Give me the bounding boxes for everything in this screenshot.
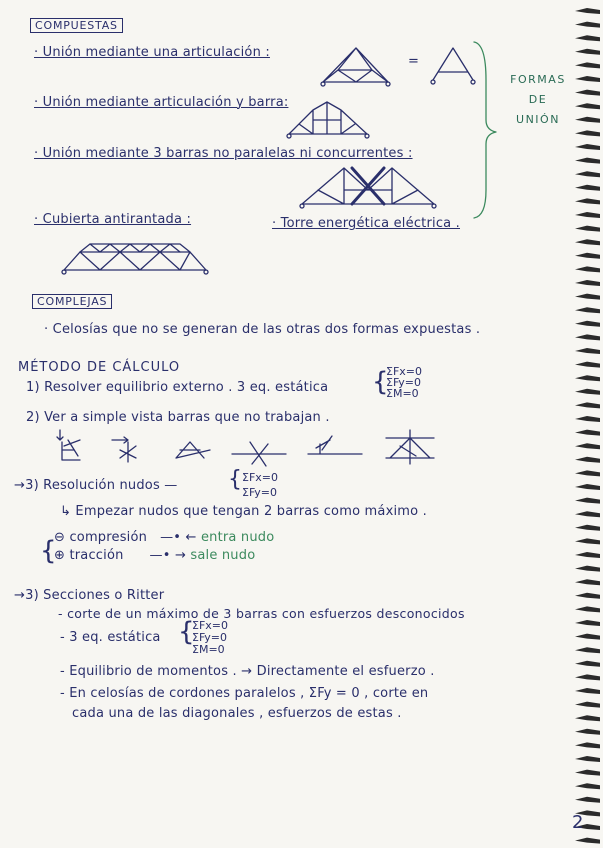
spiral-loop	[575, 443, 600, 449]
sec-eqs	[192, 620, 228, 655]
spiral-loop	[575, 838, 600, 844]
spiral-loop	[575, 702, 600, 708]
eq3-fy: ΣFy=0	[242, 486, 277, 499]
spiral-loop	[575, 674, 600, 680]
traccion-arrow: —• →	[149, 548, 187, 563]
note-line-3: UNIÓN	[516, 113, 560, 126]
spiral-loop	[575, 239, 600, 245]
step-3: →3) Resolución nudos —	[14, 478, 178, 493]
formas-de-union-note	[508, 70, 568, 130]
sec-eq-fy: ΣFy=0	[192, 631, 227, 644]
heading-compuestas: COMPUESTAS	[30, 18, 123, 33]
spiral-loop	[575, 647, 600, 653]
compresion-label: compresión	[69, 530, 148, 545]
spiral-loop	[575, 470, 600, 476]
sec-item-3: - Equilibrio de momentos . → Directamente el esfuerzo .	[60, 664, 435, 679]
spiral-loop	[575, 266, 600, 272]
spiral-loop	[575, 294, 600, 300]
spiral-loop	[575, 783, 600, 789]
sec-eq-m: ΣM=0	[192, 643, 225, 656]
note-line-2: DE	[528, 93, 548, 106]
spiral-loop	[575, 49, 600, 55]
spiral-loop	[575, 280, 600, 286]
spiral-loop	[575, 334, 600, 340]
truss-sketch-articulacion	[318, 42, 478, 90]
step-1: 1) Resolver equilibrio externo . 3 eq. estática	[26, 380, 329, 395]
spiral-loop	[575, 457, 600, 463]
spiral-loop	[575, 90, 600, 96]
spiral-loop	[575, 416, 600, 422]
truss-sketch-cubierta	[60, 236, 210, 280]
truss-sketch-articulacion-barra	[285, 100, 375, 142]
formas-brace	[470, 40, 500, 220]
spiral-loop	[575, 375, 600, 381]
spiral-loop	[575, 144, 600, 150]
spiral-loop	[575, 198, 600, 204]
spiral-loop	[575, 797, 600, 803]
spiral-loop	[575, 22, 600, 28]
compresion-line: ⊖ compresión —• ← entra nudo	[54, 530, 275, 545]
spiral-loop	[575, 321, 600, 327]
spiral-loop	[575, 688, 600, 694]
spiral-loop	[575, 185, 600, 191]
spiral-loop	[575, 593, 600, 599]
spiral-loop	[575, 715, 600, 721]
equals-sign: =	[408, 54, 420, 69]
spiral-loop	[575, 117, 600, 123]
brace-step1: {	[372, 367, 389, 397]
traccion-line: ⊕ tracción —• → sale nudo	[54, 548, 256, 563]
step-3-text: 3) Resolución nudos —	[25, 478, 178, 493]
step-2: 2) Ver a simple vista barras que no trabajan .	[26, 410, 330, 425]
spiral-loop	[575, 103, 600, 109]
traccion-label: tracción	[69, 548, 124, 563]
spiral-loop	[575, 566, 600, 572]
spiral-loop	[575, 362, 600, 368]
spiral-loop	[575, 76, 600, 82]
item-tres-barras: · Unión mediante 3 barras no paralelas ni concurrentes :	[34, 146, 413, 161]
sec-eq-fx: ΣFx=0	[192, 619, 229, 632]
spiral-loop	[575, 158, 600, 164]
spiral-loop	[575, 525, 600, 531]
spiral-loop	[575, 498, 600, 504]
spiral-loop	[575, 661, 600, 667]
item-articulacion: · Unión mediante una articulación :	[34, 45, 270, 60]
spiral-loop	[575, 35, 600, 41]
spiral-loop	[575, 770, 600, 776]
spiral-loop	[575, 552, 600, 558]
item-cubierta: · Cubierta antirantada :	[34, 212, 192, 227]
spiral-binding	[573, 0, 603, 848]
secciones-title: →3) Secciones o Ritter	[14, 588, 165, 603]
eq-fy: ΣFy=0	[386, 376, 421, 389]
spiral-loop	[575, 212, 600, 218]
item-articulacion-barra: · Unión mediante articulación y barra:	[34, 95, 289, 110]
spiral-loop	[575, 402, 600, 408]
step-3-note: ↳ Empezar nudos que tengan 2 barras como máximo .	[60, 504, 427, 519]
spiral-loop	[575, 226, 600, 232]
spiral-loop	[575, 8, 600, 14]
eq-m: ΣM=0	[386, 387, 419, 400]
spiral-loop	[575, 307, 600, 313]
compresion-arrow: —• ←	[160, 530, 197, 545]
spiral-loop	[575, 484, 600, 490]
spiral-loop	[575, 511, 600, 517]
spiral-loop	[575, 634, 600, 640]
note-line-1: FORMAS	[510, 73, 566, 86]
compresion-note: entra nudo	[200, 530, 275, 545]
sec-item-2: - 3 eq. estática	[60, 630, 161, 645]
truss-sketch-tres-barras	[298, 160, 458, 212]
spiral-loop	[575, 430, 600, 436]
metodo-title: MÉTODO DE CÁLCULO	[18, 360, 181, 375]
spiral-loop	[575, 171, 600, 177]
eqs-step1	[386, 366, 422, 399]
spiral-loop	[575, 729, 600, 735]
eq3-fx: ΣFx=0	[242, 471, 279, 484]
spiral-loop	[575, 742, 600, 748]
spiral-loop	[575, 620, 600, 626]
complejas-text: · Celosías que no se generan de las otras dos formas expuestas .	[44, 322, 481, 337]
spiral-loop	[575, 253, 600, 259]
spiral-loop	[575, 130, 600, 136]
heading-complejas: COMPLEJAS	[32, 294, 112, 309]
zero-force-sketches	[40, 428, 440, 468]
spiral-loop	[575, 606, 600, 612]
sec-item-5: cada una de las diagonales , esfuerzos de estas .	[72, 706, 402, 721]
page-number: 2	[572, 812, 584, 833]
sec-item-1: - corte de un máximo de 3 barras con esfuerzos desconocidos	[58, 606, 465, 621]
eqs-step3	[242, 472, 278, 498]
spiral-loop	[575, 62, 600, 68]
spiral-loop	[575, 538, 600, 544]
brace-sec: {	[178, 617, 195, 647]
spiral-loop	[575, 348, 600, 354]
spiral-loop	[575, 389, 600, 395]
secciones-title-text: 3) Secciones o Ritter	[25, 588, 165, 603]
spiral-loop	[575, 579, 600, 585]
eq-fx: ΣFx=0	[386, 365, 423, 378]
spiral-loop	[575, 756, 600, 762]
brace-step3: {	[228, 467, 243, 492]
item-torre: · Torre energética eléctrica .	[272, 216, 460, 231]
sec-item-4: - En celosías de cordones paralelos , ΣFy = 0 , corte en	[60, 686, 429, 701]
brace-signs: {	[40, 536, 57, 566]
traccion-note: sale nudo	[190, 548, 256, 563]
